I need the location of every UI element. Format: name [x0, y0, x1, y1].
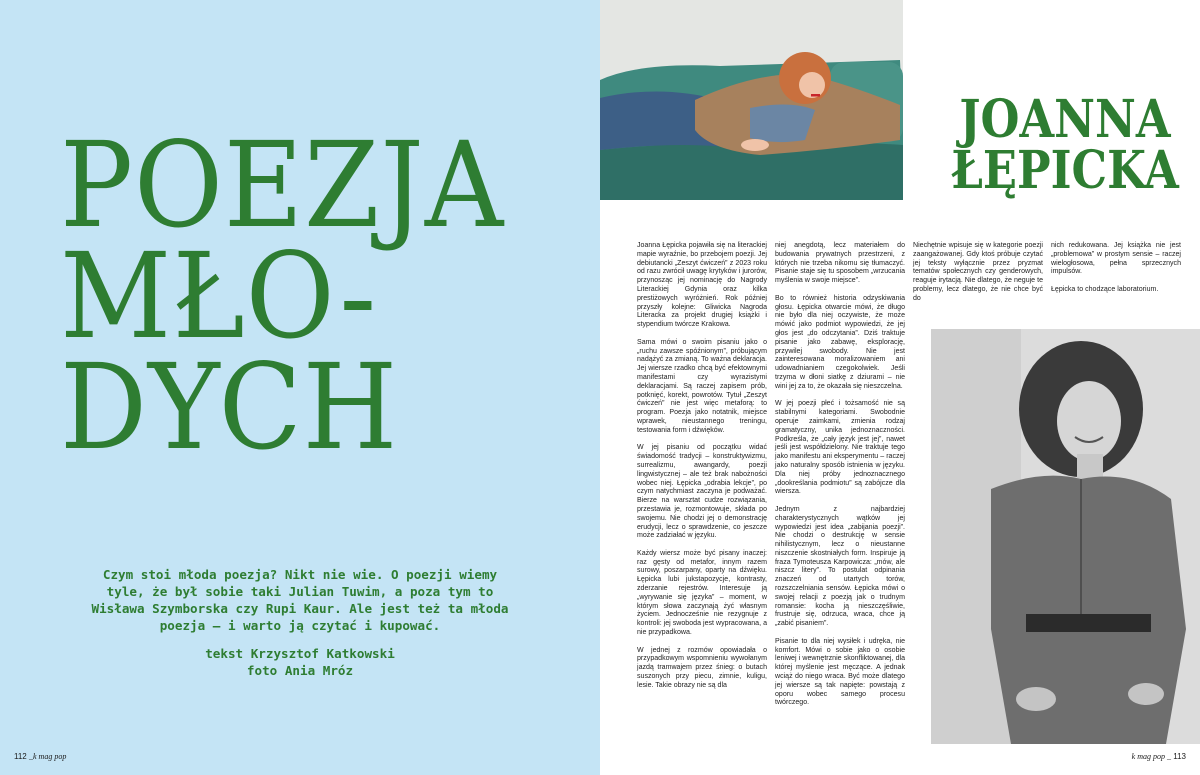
photo-portrait-sofa [600, 0, 903, 200]
feature-title-line-3: DYCH [60, 337, 399, 476]
interviewee-last-name: ŁĘPICKA [951, 139, 1179, 201]
page-number-right: 113 [1173, 752, 1186, 761]
paragraph: Każdy wiersz może być pisany inaczej: raz gęsty od metafor, innym razem surowy, poszarpany, oparty na dźwięku. Łępicka lubi jukstapozycje, kontrasty, zderzanie rejestrów. Interesuje ją „wyrywanie się języka” – moment, w którym słowa zaczynają żyć własnym życiem. Jednocześnie nie rezygnuje z kontroli: jej swoboda jest wypracowana, a nie przypadkowa. [637, 549, 767, 637]
paragraph: W jej pisaniu od początku widać świadomość tradycji – konstruktywizmu, surrealizmu, awangardy, poezji lingwistycznej – ale też brak nabożności wobec niej. Łępicka „odrabia lekcje”, po czym natychmiast zaczyna je podważać. Bierze na warsztat cudze rozwiązania, przestawia je, rozmontowuje, składa po swojemu. Nie chodzi jej o demonstrację erudycji, lecz o sprawdzenie, co jeszcze może zadziałać w języku. [637, 444, 767, 540]
photo-sofa-illustration [600, 0, 903, 200]
feature-title-line-1: POEZJA [60, 116, 505, 254]
folio-right [1132, 752, 1186, 761]
credits [90, 645, 510, 679]
magazine-name-left: _k mag pop [29, 752, 67, 761]
credit-photo-author: foto Ania Mróz [246, 663, 354, 678]
paragraph: Joanna Łępicka pojawiła się na literackiej mapie wyraźnie, bo przebojem poezji. Jej debiutancki „Zeszyt ćwiczeń” z 2023 roku od razu zwrócił uwagę krytyków i jurorów, przynosząc jej nominację do Nagrody Literackiej Gdynia oraz kilka prestiżowych wyróżnień. Rok później przyszły kolejne: Gliwicka Nagroda Literacka za projekt drugiej książki i stypendium twórcze Krakowa. [637, 242, 767, 329]
paragraph: Jednym z najbardziej charakterystycznych wątków jej wypowiedzi jest idea „zabijania poezji”. Nie chodzi o destrukcję w sensie nihilistycznym, lecz o nieustanne niszczenie skostniałych form. Inspiruje ją fraza Tymoteusza Karpowicza: „mów, ale niszcz litery”. To postulat odpinania znaczeń od utartych torów, rozszczelniania sensów. Łępicka mówi o swojej relacji z poezją jak o trudnym romansie: kocha ją nieszczęśliwie, frustruje się, odrzuca, wraca, chce ją „zabić pisaniem”. [775, 505, 905, 628]
interviewee-first-name: JOANNA [959, 89, 1171, 150]
photo-portrait-bw [931, 329, 1200, 744]
feature-title-line-2: MŁO- [60, 226, 378, 365]
right-page [600, 0, 1200, 775]
paragraph: Pisanie to dla niej wysiłek i udręka, nie komfort. Mówi o sobie jako o osobie leniwej i wewnętrznie skonfliktowanej, dla której myślenie jest męczące. A jednak wciąż do niego wraca. Być może dlatego jej wiersze są tak napięte: powstają z oporu wobec samego procesu twórczego. [775, 637, 905, 707]
page-number-left: 112 [14, 752, 27, 761]
interviewee-name [949, 89, 1181, 201]
text-column-1 [637, 242, 767, 699]
text-column-2 [775, 242, 905, 717]
paragraph: Łępicka to chodzące laboratorium. [1051, 285, 1159, 293]
credit-text-author: tekst Krzysztof Katkowski [205, 646, 395, 661]
paragraph: nich redukowana. Jej książka nie jest „problemowa” w prostym sensie – raczej wielogłosowa, pełna sprzecznych impulsów. [1051, 242, 1181, 276]
paragraph: W jednej z rozmów opowiadała o przypadkowym wspomnieniu wywołanym jazdą tramwajem przez śnieg: o butach suszonych przy piecu, zimnie, kuligu, lesie. Takie obrazy nie są dla [637, 646, 767, 689]
paragraph: Bo to również historia odzyskiwania głosu. Łępicka otwarcie mówi, że długo nie było dla niej oczywiste, że może mówić jako podmiot wypowiedzi, że jej głos jest „do odczytania”. Dziś traktuje pisanie jako zabawę, eksplorację, przywilej swobody. Nie jest zainteresowana moralizowaniem ani udowadnianiem czegokolwiek. Jeśli trzyma w dłoni siatkę z dziurami – nie wini jej za to, że okazała się nieszczelna. [775, 294, 905, 390]
magazine-name-right: k mag pop _ [1131, 752, 1171, 761]
paragraph: niej anegdotą, lecz materiałem do budowania prywatnych przestrzeni, z których nie trzeba nikomu się tłumaczyć. Pisanie staje się tu sposobem „wrzucania myślenia w swoje miejsce”. [775, 242, 905, 285]
text-column-3 [913, 242, 1043, 312]
lead-paragraph: Czym stoi młoda poezja? Nikt nie wie. O poezji wiemy tyle, że był sobie taki Julian Tuwim, a poza tym to Wisława Szymborska czy Rupi Kaur. Ale jest też ta młoda poezja – i warto ją czytać i kupować. [91, 567, 509, 633]
paragraph: Sama mówi o swoim pisaniu jako o „ruchu zawsze spóźnionym”, próbującym nadążyć za zmianą. To ważna deklaracja. Jej wiersze rzadko chcą być efektownymi manifestami czy wyrazistymi deklaracjami. Są raczej zapisem prób, potknięć, korekt, powrotów. Tytuł „Zeszyt ćwiczeń” nie jest więc metaforą: to program. Poezja jako notatnik, miejsce wprawek, nieustannego treningu, testowania form i dźwięków. [637, 338, 767, 434]
feature-title [60, 116, 538, 476]
text-column-4 [1051, 242, 1181, 304]
folio-left [14, 752, 66, 761]
paragraph: Niechętnie wpisuje się w kategorie poezji zaangażowanej. Gdy ktoś próbuje czytać jej teksty wyłącznie przez pryzmat tematów społecznych czy genderowych, reaguje irytacją. Nie dlatego, że neguje te problemy, lecz dlatego, że nie chce być do [913, 242, 1043, 302]
paragraph: W jej poezji płeć i tożsamość nie są stabilnymi kategoriami. Swobodnie operuje zaimkami, zmienia rodzaj gramatyczny, unika jednoznaczności. Podkreśla, że „cały język jest jej”, nawet jeśli jest współdzielony. Nie traktuje tego jako manifestu ani eksperymentu – raczej jako naturalny sposób istnienia w języku. Dla niej próby jednoznacznego „dookreślania podmiotu” są zabójcze dla wiersza. [775, 400, 905, 496]
photo-bw-illustration [931, 329, 1200, 744]
